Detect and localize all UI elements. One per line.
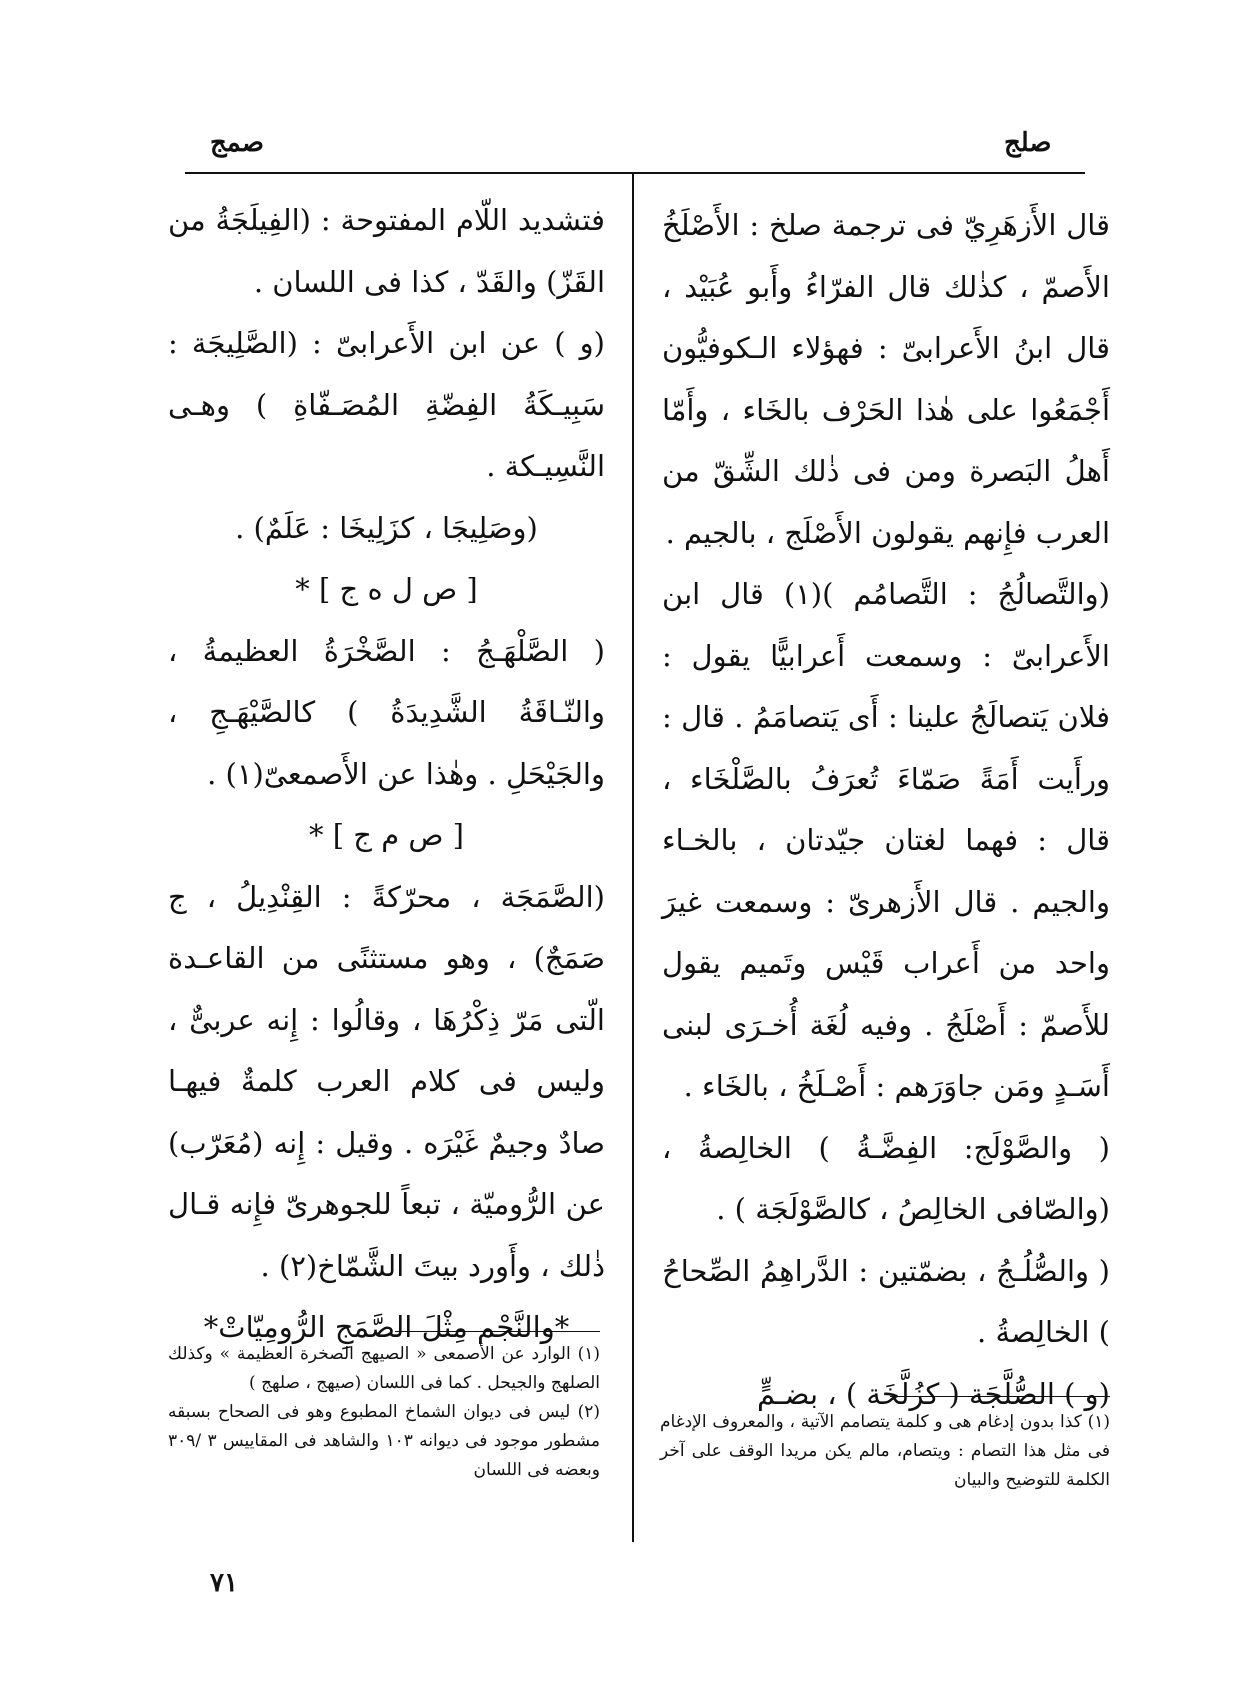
header-rule [185, 172, 1085, 174]
right-column [662, 195, 1110, 1425]
paragraph: (و ) الصُّلَّجَة ( كزُلَّخَة ) ، بضـمٍّ [757, 1376, 1110, 1411]
paragraph: فتشديد اللّام المفتوحة : (الفِيلَجَةُ من القَزّ) والقَدّ ، كذا فى اللسان . [168, 203, 605, 299]
footnote: (١) الوارد عن الأصمعى « الصيهج الصخرة العظيمة » وكذلك الصلهج والجيحل . كما فى اللسان (صيهج ، صلهج ) [168, 1344, 600, 1393]
header-entry-word-left: صمج [210, 128, 264, 158]
footnote: (٢) ليس فى ديوان الشماخ المطبوع وهو فى الصحاح بسبقه مشطور موجود فى ديوانه ١٠٣ والشاهد فى المقاييس ٣ /٣٠٩ وبعضه فى اللسان [168, 1402, 600, 1480]
footnotes-right [660, 1408, 1110, 1495]
paragraph: ( الصَّلْهَـجُ : الصَّخْرَةُ العظيمةُ ، والنّـاقَةُ الشَّدِيدَةُ ) كالصَّيْهَـجِ ، والجَيْحَلِ . وهٰذا عن الأَصمعىّ(١) . [168, 633, 605, 791]
footnotes-left [168, 1340, 600, 1485]
entry-heading: [ ص م ج ] * [309, 818, 464, 852]
verse-line: *والنَّجْم مِثْلَ الصَّمَجِ الرُّومِيّاتْ* [203, 1310, 570, 1344]
column-divider [632, 174, 634, 1542]
footnote: (١) كذا بدون إدغام هى و كلمة يتصامم الآتية ، والمعروف الإدغام فى مثل هذا التصام : ويتصام، مالم يكن مريدا الوقف على آخر الكلمة للتوضيح والبيان [660, 1412, 1110, 1490]
paragraph: ( والصَّوْلَج: الفِضَّـةُ ) الخالِصةُ ، (والصّافى الخالِصُ ، كالصَّوْلَجَة ) . [662, 1130, 1110, 1226]
paragraph: (الصَّمَجَة ، محرّكةً : القِنْدِيلُ ، ج صَمَجٌ) ، وهو مستثنًى من القاعـدة الّتى مَرّ ذِكْرُهَا ، وقالُوا : إِنه عربىٌّ ، وليس فى كلام العرب كلمةٌ فيهـا صادٌ وجيمٌ غَيْرَه . وقيل : إِنه (مُعَرّب) عن الرُّوميّة ، تبعاً للجوهرىّ فإِنه قـال ذٰلك ، وأَورد بيتَ الشَّمّاخ(٢) . [168, 879, 605, 1283]
entry-heading: [ ص ل ه ج ] * [295, 572, 478, 606]
paragraph: (والتَّصالُجُ : التَّصامُم )(١) قال ابن الأَعرابىّ : وسمعت أَعرابيًّا يقول : فلان يَتصالَجُ علينا : أَى يَتصامَمُ . قال : ورأَيت أَمَةً صَمّاءَ تُعرَفُ بالصَّلْخَاء ، قال : فهما لغتان جيّدتان ، بالخـاء والجيم . قال الأَزهرىّ : وسمعت غيرَ واحد من أَعراب قَيْس وتَميم يقول للأَصمّ : أَصْلَجُ . وفيه لُغَة أُخـرَى لبنى أَسَـدٍ ومَن جاوَرَهم : أَصْـلَخُ ، بالخَاء . [662, 577, 1110, 1103]
footnote-rule-left [395, 1331, 600, 1332]
page-number: ٧١ [210, 1568, 238, 1598]
paragraph: قال الأَزهَرِيّ فى ترجمة صلخ : الأَصْلَخُ الأَصمّ ، كذٰلك قال الفرّاءُ وأَبو عُبَيْد ، قال ابنُ الأَعرابىّ : فهؤلاء الـكوفيُّون أَجْمَعُوا على هٰذا الحَرْف بالخَاء ، وأَمّا أَهلُ البَصرة ومن فى ذٰلك الشِّقّ من العرب فإِنهم يقولون الأَصْلَج ، بالجيم . [662, 208, 1110, 550]
paragraph: (و ) عن ابن الأَعرابىّ : (الصَّلِيجَة : سَبِيـكَةُ الفِضّةِ المُصَـفّاةِ ) وهـى النَّسِيـكة . [168, 326, 605, 483]
paragraph: ( والصُّلُـجُ ، بضمّتين : الدَّراهِمُ الصِّحاحُ ) الخالِصةُ . [662, 1253, 1110, 1349]
paragraph: (وصَلِيجَا ، كزَلِيخَا : عَلَمٌ) . [235, 510, 538, 545]
footnote-rule-right [890, 1396, 1110, 1397]
header-entry-word-right: صلج [1004, 128, 1052, 158]
left-column [168, 190, 605, 1359]
